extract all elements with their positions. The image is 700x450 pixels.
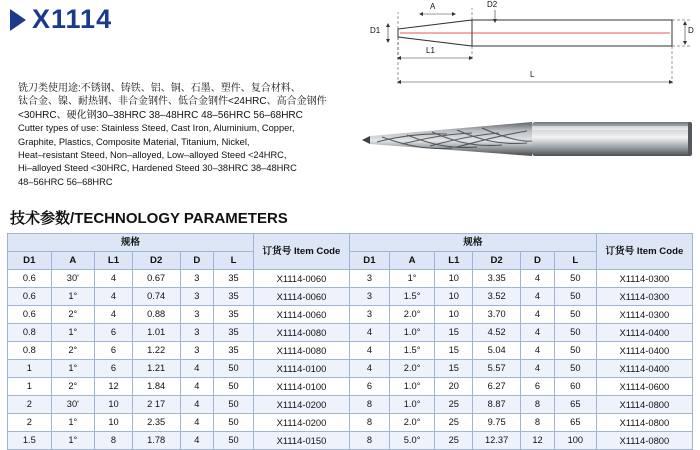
cell-value: 4 (521, 288, 555, 306)
cell-value: 2 17 (132, 396, 180, 414)
cell-value: 1.0° (389, 396, 435, 414)
col-l-left: L (214, 252, 254, 270)
cell-value: 65 (554, 414, 596, 432)
cell-value: 2.35 (132, 414, 180, 432)
col-d2-left: D2 (132, 252, 180, 270)
cell-value: 1 (8, 378, 52, 396)
cell-value: 0.8 (8, 324, 52, 342)
cell-item-code: X1114-0400 (596, 360, 692, 378)
technical-drawing (360, 2, 695, 97)
col-l1-left: L1 (95, 252, 133, 270)
cell-item-code: X1114-0060 (253, 270, 349, 288)
cell-value: 1° (51, 414, 95, 432)
col-d-left: D (180, 252, 214, 270)
cell-value: 50 (554, 342, 596, 360)
col-a-right: A (389, 252, 435, 270)
cell-value: 4 (350, 360, 390, 378)
cell-item-code: X1114-0300 (596, 270, 692, 288)
table-row (8, 342, 693, 360)
cell-value: 100 (554, 432, 596, 450)
cell-value: 3 (350, 270, 390, 288)
cell-value: 3 (350, 288, 390, 306)
dim-label-l: L (530, 70, 535, 79)
cell-value: 50 (554, 270, 596, 288)
dim-label-d1: D1 (370, 26, 381, 35)
dim-label-a: A (430, 2, 436, 11)
cell-value: 1° (51, 360, 95, 378)
cell-value: 1° (51, 432, 95, 450)
cell-value: 2.0° (389, 360, 435, 378)
cell-value: 1° (51, 324, 95, 342)
desc-en-line-3: Heat–resistant Steed, Non–alloyed, Low–alloyed Steed <24HRC, (18, 150, 287, 161)
cell-value: 0.88 (132, 306, 180, 324)
cell-value: 0.67 (132, 270, 180, 288)
cell-value: 3.35 (473, 270, 521, 288)
cell-item-code: X1114-0200 (253, 414, 349, 432)
cell-value: 1.0° (389, 324, 435, 342)
product-photo (352, 100, 697, 195)
cell-value: 5.57 (473, 360, 521, 378)
desc-cn-line-3: <30HRC、硬化钢30–38HRC 38–48HRC 48–56HRC 56–68HRC (18, 109, 303, 121)
col-d-right: D (521, 252, 555, 270)
cell-value: 8 (521, 396, 555, 414)
cell-item-code: X1114-0800 (596, 414, 692, 432)
cell-value: 0.6 (8, 288, 52, 306)
table-row (8, 306, 693, 324)
table-row (8, 270, 693, 288)
table-row (8, 396, 693, 414)
cell-value: 1.78 (132, 432, 180, 450)
cell-value: 35 (214, 324, 254, 342)
cell-value: 8 (350, 432, 390, 450)
cell-value: 4 (350, 342, 390, 360)
cell-value: 65 (554, 396, 596, 414)
cell-value: 1.5° (389, 288, 435, 306)
desc-cn-line-2: 钛合金、镍、耐热钢、非合金钢件、低合金钢件<24HRC、高合金钢件 (18, 96, 327, 108)
cell-value: 50 (214, 360, 254, 378)
cell-value: 9.75 (473, 414, 521, 432)
specification-table (7, 233, 693, 450)
cell-value: 8 (350, 396, 390, 414)
cell-value: 50 (214, 396, 254, 414)
cell-value: 15 (435, 324, 473, 342)
cell-value: 6 (95, 324, 133, 342)
cell-value: 35 (214, 342, 254, 360)
cell-value: 50 (554, 324, 596, 342)
usage-description (18, 82, 353, 189)
cell-value: 3 (180, 270, 214, 288)
section-heading-technology-parameters: 技术参数/TECHNOLOGY PARAMETERS (10, 210, 288, 227)
group-header-spec-right: 规格 (350, 234, 597, 252)
cell-value: 1.22 (132, 342, 180, 360)
cell-value: 8 (95, 432, 133, 450)
cell-value: 50 (554, 306, 596, 324)
cell-value: 2 (8, 396, 52, 414)
cell-value: 2° (51, 342, 95, 360)
cell-item-code: X1114-0400 (596, 342, 692, 360)
cell-value: 8.87 (473, 396, 521, 414)
cell-item-code: X1114-0150 (253, 432, 349, 450)
cell-value: 4 (350, 324, 390, 342)
cell-item-code: X1114-0800 (596, 396, 692, 414)
cell-value: 10 (95, 396, 133, 414)
cell-value: 4 (521, 306, 555, 324)
desc-en-line-4: Hi–alloyed Steed <30HRC, Hardened Steed 30–38HRC 38–48HRC (18, 163, 297, 174)
cell-value: 4 (180, 396, 214, 414)
cell-value: 2 (8, 414, 52, 432)
cell-value: 6 (521, 378, 555, 396)
cell-value: 10 (435, 288, 473, 306)
cell-value: 1.84 (132, 378, 180, 396)
cell-value: 3.52 (473, 288, 521, 306)
cell-value: 60 (554, 378, 596, 396)
cell-value: 12 (521, 432, 555, 450)
cell-value: 1.01 (132, 324, 180, 342)
table-row (8, 324, 693, 342)
cell-value: 4 (521, 324, 555, 342)
cell-value: 8 (521, 414, 555, 432)
cell-value: 50 (214, 378, 254, 396)
cell-item-code: X1114-0600 (596, 378, 692, 396)
cell-item-code: X1114-0200 (253, 396, 349, 414)
cell-item-code: X1114-0800 (596, 432, 692, 450)
table-row (8, 432, 693, 450)
table-row (8, 378, 693, 396)
cell-value: 4 (180, 414, 214, 432)
cell-item-code: X1114-0100 (253, 360, 349, 378)
col-d1-left: D1 (8, 252, 52, 270)
cell-value: 50 (214, 414, 254, 432)
cell-value: 25 (435, 432, 473, 450)
col-l1-right: L1 (435, 252, 473, 270)
cell-value: 10 (435, 306, 473, 324)
cell-value: 1° (389, 270, 435, 288)
cell-value: 0.6 (8, 270, 52, 288)
triangle-right-icon (10, 9, 26, 31)
cell-value: 4 (180, 432, 214, 450)
col-d1-right: D1 (350, 252, 390, 270)
col-d2-right: D2 (473, 252, 521, 270)
page-title (10, 4, 112, 35)
cell-item-code: X1114-0300 (596, 306, 692, 324)
cell-value: 2.0° (389, 414, 435, 432)
dim-label-d: D (688, 26, 694, 35)
group-header-itemcode-right: 订货号 Item Code (596, 234, 692, 270)
desc-en-line-5: 48–56HRC 56–68HRC (18, 176, 113, 187)
cell-value: 50 (554, 360, 596, 378)
dim-label-d2: D2 (487, 0, 498, 9)
cell-value: 5.0° (389, 432, 435, 450)
cell-value: 3 (180, 288, 214, 306)
cell-value: 20 (435, 378, 473, 396)
desc-en-line-2: Graphite, Plastics, Composite Material, Titanium, Nickel, (18, 136, 250, 147)
cell-value: 2.0° (389, 306, 435, 324)
table-head (8, 234, 693, 270)
cell-value: 4.52 (473, 324, 521, 342)
cell-value: 3.70 (473, 306, 521, 324)
cell-value: 6 (95, 342, 133, 360)
dim-label-l1: L1 (426, 46, 435, 55)
product-code-title: X1114 (32, 4, 113, 34)
desc-en-line-1: Cutter types of use: Stainless Steed, Cast Iron, Aluminium, Copper, (18, 123, 295, 134)
table-group-header-row (8, 234, 693, 252)
cell-value: 1.0° (389, 378, 435, 396)
cell-item-code: X1114-0100 (253, 378, 349, 396)
cell-value: 0.8 (8, 342, 52, 360)
cell-value: 4 (521, 360, 555, 378)
cell-value: 4 (95, 288, 133, 306)
cell-value: 3 (180, 324, 214, 342)
cell-value: 6 (350, 378, 390, 396)
group-header-itemcode-left: 订货号 Item Code (253, 234, 349, 270)
cell-value: 4 (180, 360, 214, 378)
cell-value: 6 (95, 360, 133, 378)
cell-value: 35 (214, 288, 254, 306)
cell-value: 30' (51, 396, 95, 414)
cell-value: 3 (350, 306, 390, 324)
cell-value: 1.5° (389, 342, 435, 360)
cell-value: 1.21 (132, 360, 180, 378)
cell-value: 15 (435, 342, 473, 360)
cell-value: 3 (180, 306, 214, 324)
cell-value: 6.27 (473, 378, 521, 396)
cell-value: 5.04 (473, 342, 521, 360)
cell-value: 25 (435, 396, 473, 414)
cell-value: 35 (214, 270, 254, 288)
cell-value: 0.6 (8, 306, 52, 324)
cell-value: 4 (180, 378, 214, 396)
cell-value: 50 (214, 432, 254, 450)
cell-value: 2° (51, 306, 95, 324)
cell-item-code: X1114-0300 (596, 288, 692, 306)
cell-value: 4 (95, 306, 133, 324)
cell-value: 1.5 (8, 432, 52, 450)
cell-value: 4 (95, 270, 133, 288)
table-column-header-row (8, 252, 693, 270)
table-row (8, 288, 693, 306)
cell-value: 1° (51, 288, 95, 306)
cell-value: 12 (95, 378, 133, 396)
cell-value: 1 (8, 360, 52, 378)
cell-value: 10 (435, 270, 473, 288)
cell-value: 4 (521, 342, 555, 360)
cell-item-code: X1114-0060 (253, 288, 349, 306)
desc-cn-line-1: 铣刀类使用途:不锈钢、铸铁、铝、铜、石墨、塑件、复合材料、 (18, 83, 301, 94)
cell-value: 4 (521, 270, 555, 288)
table-row (8, 360, 693, 378)
col-a-left: A (51, 252, 95, 270)
cell-item-code: X1114-0400 (596, 324, 692, 342)
cell-value: 25 (435, 414, 473, 432)
cell-value: 8 (350, 414, 390, 432)
cell-item-code: X1114-0060 (253, 306, 349, 324)
cell-value: 10 (95, 414, 133, 432)
group-header-spec-left: 规格 (8, 234, 254, 252)
cell-value: 0.74 (132, 288, 180, 306)
cell-value: 30' (51, 270, 95, 288)
cell-value: 3 (180, 342, 214, 360)
cell-item-code: X1114-0080 (253, 342, 349, 360)
cell-value: 50 (554, 288, 596, 306)
col-l-right: L (554, 252, 596, 270)
cell-value: 35 (214, 306, 254, 324)
cell-value: 2° (51, 378, 95, 396)
cell-value: 15 (435, 360, 473, 378)
cell-value: 12.37 (473, 432, 521, 450)
cell-item-code: X1114-0080 (253, 324, 349, 342)
